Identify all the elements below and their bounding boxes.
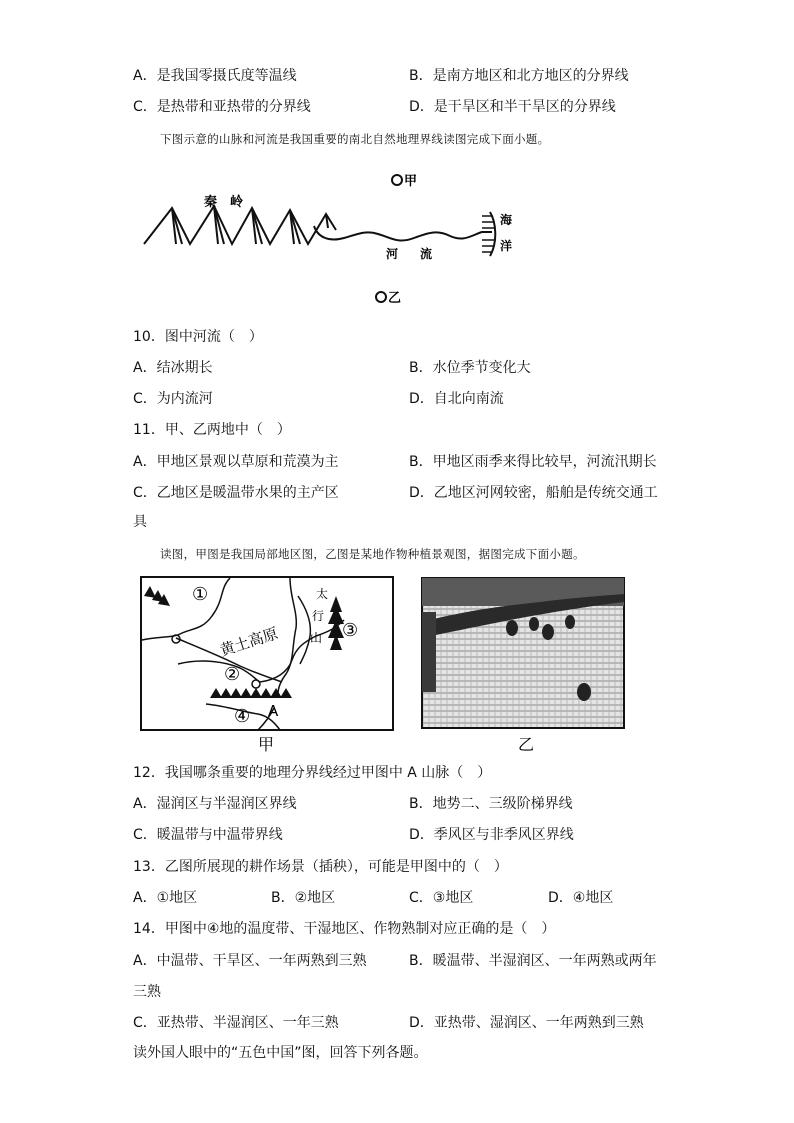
q11-option-b: B．甲地区雨季来得比较早，河流汛期长 — [409, 454, 657, 470]
q9-option-b: B．是南方地区和北方地区的分界线 — [409, 68, 629, 84]
map-jia-caption: 甲 — [258, 735, 275, 754]
sea-label-2: 洋 — [500, 239, 513, 253]
jia-label: 甲 — [404, 174, 418, 189]
q14-option-b-continued: 三熟 — [133, 984, 161, 1000]
river-label-2: 流 — [420, 247, 433, 261]
photo-left-shadow — [422, 612, 436, 692]
q12-option-d: D．季风区与非季风区界线 — [409, 827, 574, 843]
q14-option-b: B．暖温带、半湿润区、一年两熟或两年 — [409, 953, 657, 969]
q11-option-d-continued: 具 — [133, 514, 147, 530]
q10-option-b: B．水位季节变化大 — [409, 360, 531, 376]
q9-option-a: A．是我国零摄氏度等温线 — [133, 68, 297, 84]
river-label-1: 河 — [386, 247, 399, 261]
taihang-label-2: 行 — [312, 609, 325, 623]
q12-option-b: B．地势二、三级阶梯界线 — [409, 796, 573, 812]
intro-text-2: 读图，甲图是我国局部地区图，乙图是某地作物种植景观图，据图完成下面小题。 — [160, 547, 585, 561]
q14-option-d: D．亚热带、湿润区、一年两熟到三熟 — [409, 1015, 644, 1031]
map-jia-frame — [141, 577, 393, 730]
river-line-shape — [314, 226, 492, 241]
q14-option-c: C．亚热带、半湿润区、一年三熟 — [133, 1015, 339, 1031]
q12-option-c: C．暖温带与中温带界线 — [133, 827, 283, 843]
point-jia-marker — [392, 175, 402, 185]
intro-text-1: 下图示意的山脉和河流是我国重要的南北自然地理界线读图完成下面小题。 — [160, 132, 550, 146]
qinling-river-map — [130, 160, 530, 310]
region-1-label: ① — [192, 584, 209, 605]
q9-option-d: D．是干旱区和半干旱区的分界线 — [409, 99, 616, 115]
mountain-a-label: A — [268, 702, 279, 720]
taihang-label-3: 山 — [310, 631, 323, 645]
q9-option-c: C．是热带和亚热带的分界线 — [133, 99, 311, 115]
q13-option-d: D．④地区 — [548, 890, 614, 906]
q13-option-a: A．①地区 — [133, 890, 198, 906]
q10-option-a: A．结冰期长 — [133, 360, 213, 376]
map-jia — [140, 576, 396, 756]
qinling-label: 秦 岭 — [204, 195, 244, 210]
q13-option-b: B．②地区 — [271, 890, 336, 906]
q13-option-c: C．③地区 — [409, 890, 474, 906]
region-4-label: ④ — [234, 706, 251, 727]
q11-option-c: C．乙地区是暖温带水果的主产区 — [133, 485, 339, 501]
q10-option-c: C．为内流河 — [133, 391, 213, 407]
q10-option-d: D．自北向南流 — [409, 391, 504, 407]
point-yi-marker — [376, 292, 386, 302]
q10-stem: 10．图中河流（ ） — [133, 329, 263, 345]
region-3-label: ③ — [342, 620, 359, 641]
taihang-label-1: 太 — [316, 587, 329, 601]
q14-option-a: A．中温带、干旱区、一年两熟到三熟 — [133, 953, 367, 969]
q12-stem: 12．我国哪条重要的地理分界线经过甲图中 A 山脉（ ） — [133, 765, 492, 781]
yi-label: 乙 — [388, 291, 402, 306]
q14-stem: 14．甲图中④地的温度带、干湿地区、作物熟制对应正确的是（ ） — [133, 921, 556, 937]
rice-planting-photo — [420, 576, 628, 756]
intro-text-3: 读外国人眼中的“五色中国”图，回答下列各题。 — [133, 1045, 428, 1061]
q13-stem: 13．乙图所展现的耕作场景（插秧），可能是甲图中的（ ） — [133, 859, 508, 875]
loess-plateau-label: 黄土高原 — [217, 624, 281, 660]
q11-option-d: D．乙地区河网较密，船舶是传统交通工 — [409, 485, 658, 501]
q12-option-a: A．湿润区与半湿润区界线 — [133, 796, 297, 812]
region-2-label: ② — [224, 664, 241, 685]
coastline-shape — [490, 212, 495, 256]
photo-yi-caption: 乙 — [518, 735, 535, 754]
q11-stem: 11．甲、乙两地中（ ） — [133, 422, 291, 438]
sea-label-1: 海 — [500, 213, 513, 227]
q11-option-a: A．甲地区景观以草原和荒漠为主 — [133, 454, 339, 470]
